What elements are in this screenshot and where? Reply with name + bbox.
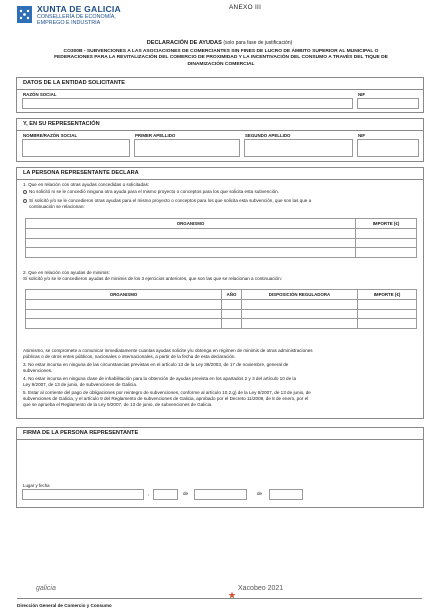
rep-name-field[interactable] <box>22 139 130 157</box>
subtitle-line-1: CO300B - SUBVENCIONES A LAS ASOCIACIONES DE COMERCIANTES SIN FINES DE LUCRO DE ÁMBITO SUPERIOR AL MUNICIPAL O <box>63 49 379 54</box>
org-dept-line-1: CONSELLERÍA DE ECONOMÍA, <box>37 14 116 20</box>
rep-first-surname-field[interactable] <box>134 139 240 157</box>
radio-yes-aid[interactable] <box>23 199 27 203</box>
document-title-main: DECLARACIÓN DE AYUDAS <box>146 40 222 46</box>
razon-social-field[interactable] <box>22 98 353 109</box>
signature-section <box>16 427 424 508</box>
rep-second-surname-field[interactable] <box>244 139 353 157</box>
footer-divider <box>17 598 422 599</box>
xacobeo-logo: Xacobeo 2021 <box>238 585 284 592</box>
anexo-label: ANEXO III <box>229 4 262 11</box>
xunta-logo-icon <box>17 6 32 23</box>
table-cell[interactable] <box>242 309 358 319</box>
date-separator-de-2: de <box>257 491 263 496</box>
item-4-line-2: Ley 9/2007, de 13 de junio, de subvenciones de Galicia. <box>23 382 138 387</box>
table-cell[interactable] <box>356 229 417 239</box>
item-5-line-1: 5. Estar al corriente del pago de obligaciones por reintegro de subvenciones, conforme al artículo 10.2.g) de la Ley 9/2007, de 13 de junio, de <box>23 390 311 395</box>
day-field[interactable] <box>153 489 178 500</box>
column-importe: IMPORTE (€) <box>356 219 417 229</box>
document-subtitle <box>22 49 420 68</box>
declaration-heading: LA PERSONA REPRESENTANTE DECLARA <box>17 168 423 180</box>
table-cell[interactable] <box>358 309 417 319</box>
table-cell[interactable] <box>26 229 356 239</box>
document-title-note: (solo para fase de justificación) <box>223 40 293 46</box>
table-row <box>26 238 417 248</box>
question-2-line-2: Sí solicitó y/o se le concedieron ayudas de minimis de los 3 ejercicios anteriores, que son las que se relacionan a continuación: <box>23 276 282 281</box>
place-date-label: Lugar y fecha <box>23 483 50 488</box>
declaration-item-5 <box>23 390 421 408</box>
rep-nif-label: NIF <box>358 133 366 138</box>
date-separator-de-1: de <box>183 491 189 496</box>
item-5-line-3: que se aprueba el Reglamento de la Ley 9/2007, de 13 de junio, de subvenciones de Galicia. <box>23 402 213 407</box>
question-1-option-no: No solicitó ni se le concedió ninguna otra ayuda para el mismo proyecto o conceptos para los que solicita esta subvención. <box>29 189 279 194</box>
rep-nif-field[interactable] <box>357 139 419 157</box>
month-field[interactable] <box>194 489 247 500</box>
table-row <box>26 300 417 310</box>
entity-nif-label: NIF <box>358 92 366 97</box>
rep-second-surname-label: SEGUNDO APELLIDO <box>245 133 291 138</box>
option-yes-line-2: continuación se relacionan: <box>29 204 85 209</box>
table-cell[interactable] <box>242 300 358 310</box>
table-cell[interactable] <box>222 319 242 329</box>
table-row <box>26 229 417 239</box>
org-department <box>37 14 116 27</box>
signature-heading: FIRMA DE LA PERSONA REPRESENTANTE <box>17 428 423 440</box>
table-cell[interactable] <box>358 319 417 329</box>
entity-heading: DATOS DE LA ENTIDAD SOLICITANTE <box>17 78 423 90</box>
representative-section <box>16 118 424 162</box>
table-row <box>26 319 417 329</box>
column-importe: IMPORTE (€) <box>358 290 417 300</box>
table-row <box>26 309 417 319</box>
column-organismo: ORGANISMO <box>26 219 356 229</box>
org-dept-line-2: EMPREGO E INDUSTRIA <box>37 20 101 27</box>
subtitle-line-2: FEDERACIONES PARA LA REVITALIZACIÓN DEL COMERCIO DE PROXIMIDAD Y LA INCENTIVACIÓN DEL CONSUMO A TRAVÉS DEL TIQUE DE <box>54 55 388 61</box>
item-3-line-1: 3. No estar incursa en ninguna de las circunstancias previstas en el artículo 13 de la Ley 38/2003, de 17 de noviembre, general de <box>23 362 289 367</box>
representative-heading: Y, EN SU REPRESENTACIÓN <box>17 119 423 131</box>
galicia-logo: galicia <box>36 585 56 592</box>
question-2 <box>23 270 282 282</box>
xacobeo-logo-icon <box>228 586 236 594</box>
column-disposicion: DISPOSICIÓN REGULADORA <box>242 290 358 300</box>
razon-social-label: RAZÓN SOCIAL <box>23 92 57 97</box>
year-field[interactable] <box>269 489 303 500</box>
table-cell[interactable] <box>222 309 242 319</box>
declaration-item-3 <box>23 362 421 374</box>
entity-nif-field[interactable] <box>357 98 419 109</box>
other-aids-header-row <box>26 219 417 229</box>
commitment-line-2: públicas o de otros entes públicos, nacionales o internacionales, a partir de la fecha de esta declaración. <box>23 354 236 359</box>
table-cell[interactable] <box>26 238 356 248</box>
table-cell[interactable] <box>356 238 417 248</box>
radio-no-aid[interactable] <box>23 190 27 194</box>
table-cell[interactable] <box>26 248 356 258</box>
table-cell[interactable] <box>242 319 358 329</box>
table-cell[interactable] <box>26 309 222 319</box>
commitment-paragraph <box>23 348 421 360</box>
declaration-section <box>16 167 424 419</box>
rep-name-label: NOMBRE/RAZÓN SOCIAL <box>23 133 78 138</box>
item-3-line-2: subvenciones. <box>23 368 53 373</box>
item-5-line-2: subvenciones de Galicia, y el artículo 9 del Reglamento de subvenciones de Galicia, aprobado por el Decreto 11/2009, de 8 de enero, por el <box>23 396 309 401</box>
question-1: 1. Que en relación con otras ayudas concedidas o solicitadas: <box>23 182 150 187</box>
document-title <box>0 40 439 46</box>
entity-section <box>16 77 424 113</box>
minimis-header-row <box>26 290 417 300</box>
table-cell[interactable] <box>26 300 222 310</box>
table-cell[interactable] <box>222 300 242 310</box>
footer-directorate: Dirección General de Comercio y Consumo <box>17 603 112 608</box>
question-2-line-1: 2. Que en relación con ayudas de minimis: <box>23 270 110 275</box>
date-separator-comma: , <box>148 491 150 496</box>
other-aids-table <box>25 218 417 258</box>
table-row <box>26 248 417 258</box>
table-cell[interactable] <box>26 319 222 329</box>
table-cell[interactable] <box>358 300 417 310</box>
subtitle-line-3: DINAMIZACIÓN COMERCIAL <box>187 61 255 67</box>
minimis-aids-table <box>25 289 417 329</box>
question-1-option-yes <box>29 198 421 210</box>
item-4-line-1: 4. No estar incursa en ninguna clase de inhabilitación para la obtención de ayudas prevista en los apartados 2 y 3 del artículo 10 de la <box>23 376 296 381</box>
commitment-line-1: Asimismo, se compromete a comunicar inmediatamente cuantas ayudas solicite y/u obtenga en régimen de minimis de otras administraciones <box>23 348 313 353</box>
declaration-item-4 <box>23 376 421 388</box>
option-yes-line-1: Sí solicitó y/o se le concedieron otras ayudas para el mismo proyecto o conceptos para los que solicita esta subvención, que son las que a <box>29 198 312 203</box>
table-cell[interactable] <box>356 248 417 258</box>
org-name: XUNTA DE GALICIA <box>37 4 121 14</box>
place-field[interactable] <box>22 489 144 500</box>
column-organismo: ORGANISMO <box>26 290 222 300</box>
column-ano: AÑO <box>222 290 242 300</box>
rep-first-surname-label: PRIMER APELLIDO <box>135 133 176 138</box>
